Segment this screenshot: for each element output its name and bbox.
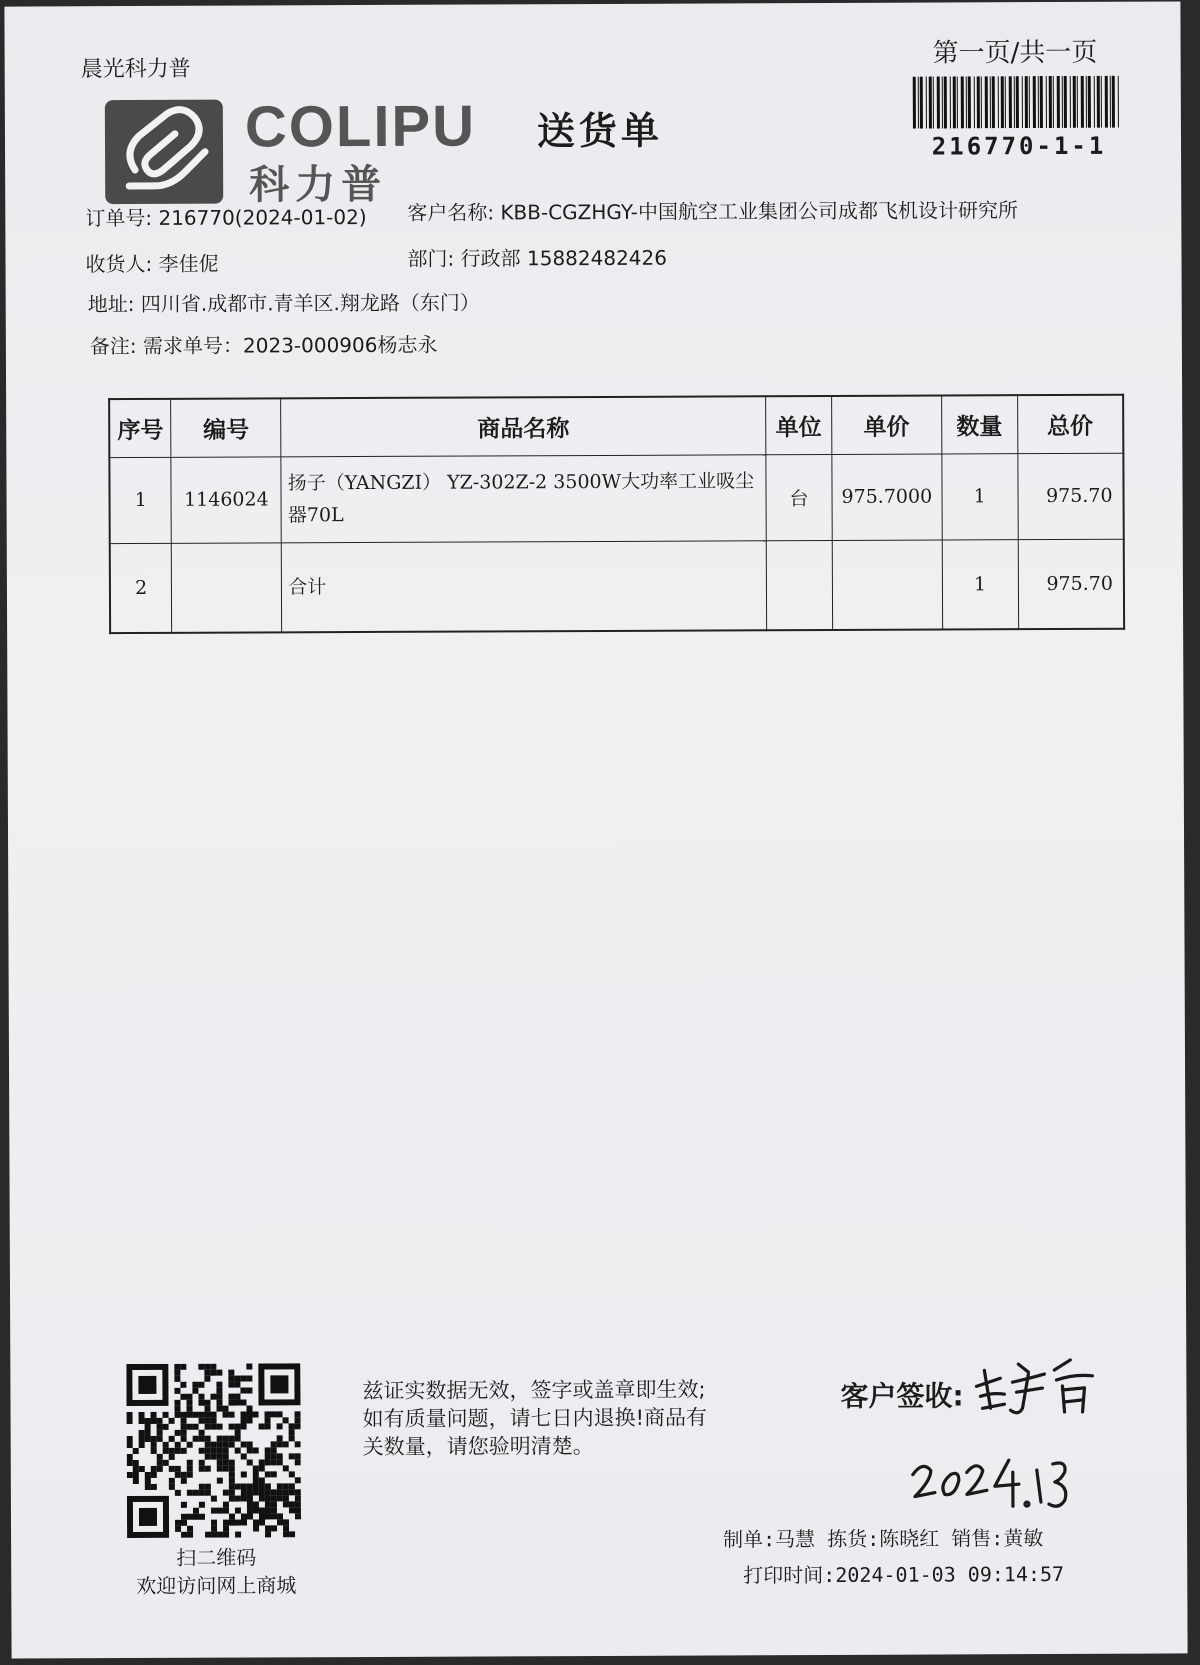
- page-info: 第一页/共一页: [932, 37, 1098, 69]
- company-name: 晨光科力普: [80, 56, 191, 83]
- cell-quantity: 1: [942, 453, 1018, 539]
- cell-unit: 台: [766, 454, 832, 540]
- cell-unit: [766, 540, 832, 630]
- colipu-logo-icon: [105, 100, 223, 205]
- address: [88, 287, 480, 318]
- cell-total: 975.70: [1018, 539, 1124, 629]
- receiver-value: 李佳伲: [158, 251, 219, 276]
- cell-code: 1146024: [171, 456, 281, 542]
- print-time: 打印时间:2024-01-03 09:14:57: [743, 1561, 1065, 1588]
- remark-value: 需求单号：2023-000906杨志永: [142, 332, 438, 358]
- department-label: 部门:: [407, 246, 455, 271]
- staff-info: 制单:马慧 拣货:陈晓红 销售:黄敏: [723, 1526, 1044, 1552]
- receiver: [85, 248, 218, 278]
- table-header-row: [109, 395, 1123, 457]
- cell-seq: 1: [109, 457, 171, 543]
- qr-code-icon[interactable]: [126, 1363, 301, 1538]
- header-product-name: 商品名称: [281, 396, 766, 456]
- notice-line: 关数量，请您验明清楚。: [362, 1434, 594, 1460]
- notice-text: [362, 1375, 782, 1461]
- address-value: 四川省.成都市.青羊区.翔龙路（东门）: [140, 290, 480, 316]
- cell-seq: 2: [110, 543, 172, 633]
- handwritten-date-icon: [909, 1450, 1079, 1521]
- remark: [90, 329, 438, 360]
- order-value: 216770(2024-01-02): [158, 204, 367, 230]
- header-total: 总价: [1017, 395, 1123, 453]
- brand-english: COLIPU: [244, 93, 477, 160]
- cell-product-name: 扬子（YANGZI） YZ-302Z-2 3500W大功率工业吸尘器70L: [281, 454, 766, 542]
- table-row: [110, 539, 1124, 633]
- cell-product-name: 合计: [282, 540, 767, 632]
- cell-unit-price: [832, 539, 942, 629]
- delivery-note-paper: [4, 1, 1187, 1658]
- brand-chinese: 科力普: [249, 161, 388, 209]
- remark-label: 备注:: [89, 333, 137, 359]
- barcode-icon: [911, 76, 1125, 129]
- cell-quantity: 1: [942, 539, 1018, 629]
- customer-value: KBB-CGZHGY-中国航空工业集团公司成都飞机设计研究所: [500, 198, 1019, 225]
- customer-name: [407, 194, 1018, 226]
- header-seq: 序号: [109, 399, 171, 457]
- order-number: [85, 201, 366, 231]
- customer-sign-label: 客户签收:: [840, 1379, 964, 1413]
- table-row: [109, 453, 1123, 543]
- customer-label: 客户名称:: [407, 200, 495, 225]
- receiver-label: 收货人:: [85, 251, 153, 277]
- header-unit: 单位: [766, 396, 832, 454]
- barcode-number: 216770-1-1: [931, 131, 1107, 161]
- cell-unit-price: 975.7000: [832, 453, 942, 539]
- cell-code: [172, 542, 282, 632]
- qr-caption-scan: 扫二维码: [176, 1545, 257, 1570]
- header-code: 编号: [171, 398, 281, 456]
- items-table: [108, 394, 1125, 634]
- notice-line: 兹证实数据无效，签字或盖章即生效;: [362, 1377, 706, 1404]
- document-title: 送货单: [536, 108, 664, 154]
- department: [407, 242, 667, 272]
- qr-caption-visit: 欢迎访问网上商城: [136, 1573, 297, 1599]
- header-quantity: 数量: [941, 395, 1017, 453]
- handwritten-signature-icon: [970, 1352, 1100, 1423]
- order-label: 订单号:: [85, 205, 153, 231]
- address-label: 地址:: [87, 292, 135, 317]
- department-value: 行政部 15882482426: [460, 245, 667, 271]
- header-unit-price: 单价: [831, 395, 941, 453]
- cell-total: 975.70: [1017, 453, 1123, 539]
- notice-line: 如有质量问题，请七日内退换!商品有: [362, 1405, 708, 1432]
